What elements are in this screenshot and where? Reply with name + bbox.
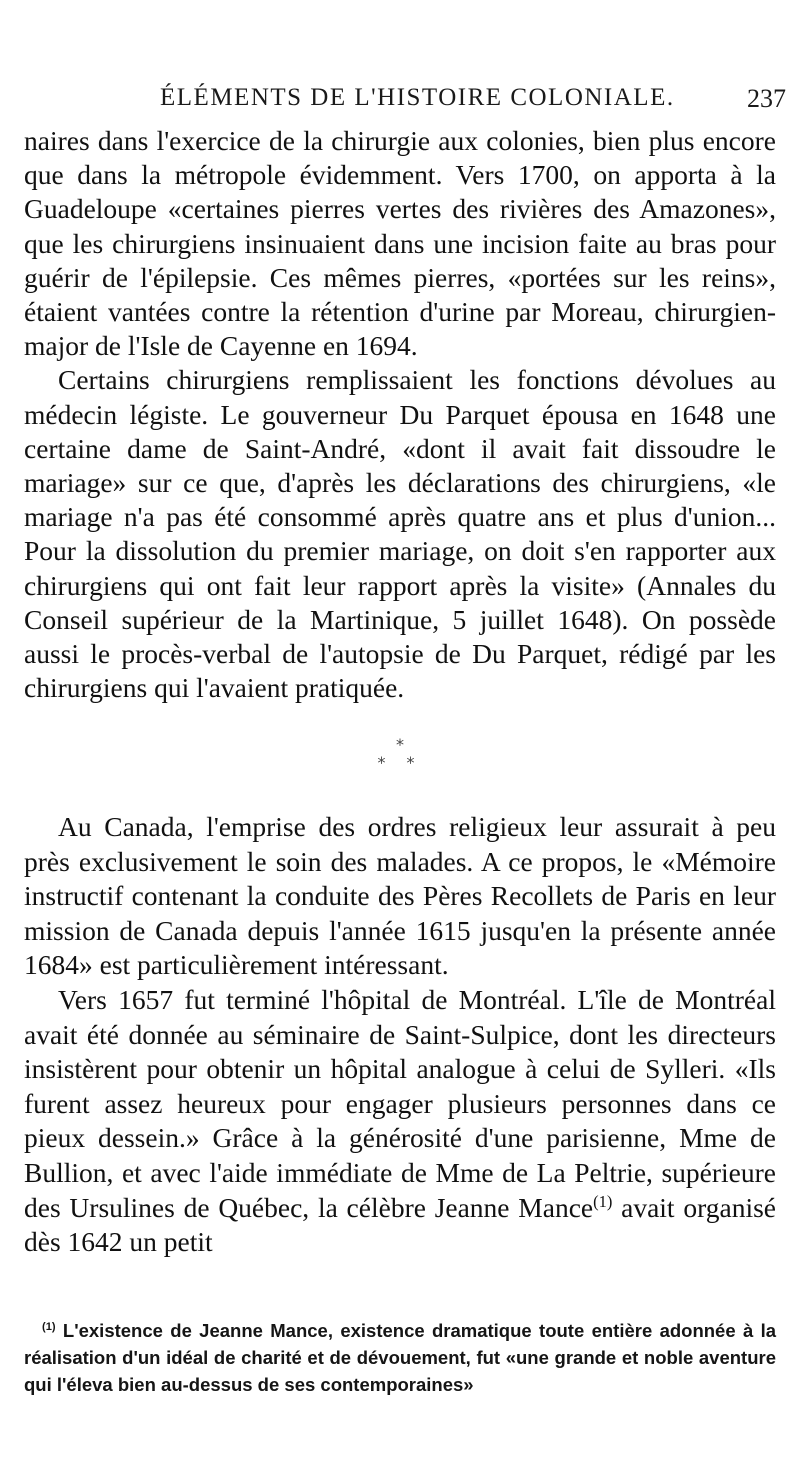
page-header — [0, 78, 800, 118]
main-text-continued — [24, 810, 776, 1260]
section-separator — [0, 736, 800, 776]
paragraph-2: Certains chirurgiens remplissaient les fonctions dévolues au médecin légiste. Le gouverneur Du Parquet épousa en 1648 une certaine dame de Saint-André, «dont il avait fait dissoudre le mariage» sur ce que, d'après les déclarations des chirurgiens, «le mariage n'a pas été consommé après quatre ans et plus d'union... Pour la dissolution du premier mariage, on doit s'en rapporter aux chirurgiens qui ont fait leur rapport après la visite» (Annales du Conseil supérieur de la Martinique, 5 juillet 1648). On possède aussi le procès-verbal de l'autopsie de Du Parquet, rédigé par les chirurgiens qui l'avaient pratiquée. — [24, 364, 776, 704]
paragraph-4-text: Vers 1657 fut terminé l'hôpital de Montréal. L'île de Montréal avait été donnée au séminaire de Saint-Sulpice, dont les directeurs insistèrent pour obtenir un hôpital analogue à celui de Sylleri. «Ils furent assez heureux pour engager plusieurs personnes dans ce pieux dessein.» Grâce à la générosité d'une parisienne, Mme de Bullion, et avec l'aide immédiate de Mme de La Peltrie, supérieure des Ursulines de Québec, la célèbre Jeanne Mance — [24, 983, 776, 1223]
footnote — [24, 1317, 776, 1398]
paragraph-1: naires dans l'exercice de la chirurgie aux colonies, bien plus encore que dans la métropole évidemment. Vers 1700, on apporta à la Guadeloupe «certaines pierres vertes des rivières des Amazones», que les chirurgiens insinuaient dans une incision faite au bras pour guérir de l'épilepsie. Ces mêmes pierres, «portées sur les reins», étaient vantées contre la rétention d'urine par Moreau, chirurgien-major de l'Isle de Cayenne en 1694. — [24, 125, 776, 362]
footnote-reference: (1) — [593, 1191, 613, 1211]
running-head: ÉLÉMENTS DE L'HISTOIRE COLONIALE. — [160, 84, 675, 111]
main-text — [24, 124, 776, 705]
paragraph-4-end: avait organisé dès 1642 un petit — [24, 1191, 777, 1258]
paragraph-3: Au Canada, l'emprise des ordres religieux leur assurait à peu près exclusivement le soin des malades. A ce propos, le «Mémoire instructif contenant la conduite des Pères Recollets de Paris en leur mission de Canada depuis l'année 1615 jusqu'en la présente année 1684» est particulièrement intéressant. — [24, 811, 776, 981]
page-number: 237 — [747, 84, 786, 113]
footnote-text: L'existence de Jeanne Mance, existence dramatique toute entière adonnée à la réalisation d'un idéal de charité et de dévouement, fut «une grande et noble aventure qui l'éleva bien au-dessus de ses contemporaines» — [24, 1319, 777, 1395]
footnote-marker: (1) — [42, 1320, 56, 1333]
paragraph-4 — [24, 983, 776, 1260]
separator-stars-bottom: * * — [377, 753, 423, 772]
separator-star-top: * — [396, 735, 404, 754]
